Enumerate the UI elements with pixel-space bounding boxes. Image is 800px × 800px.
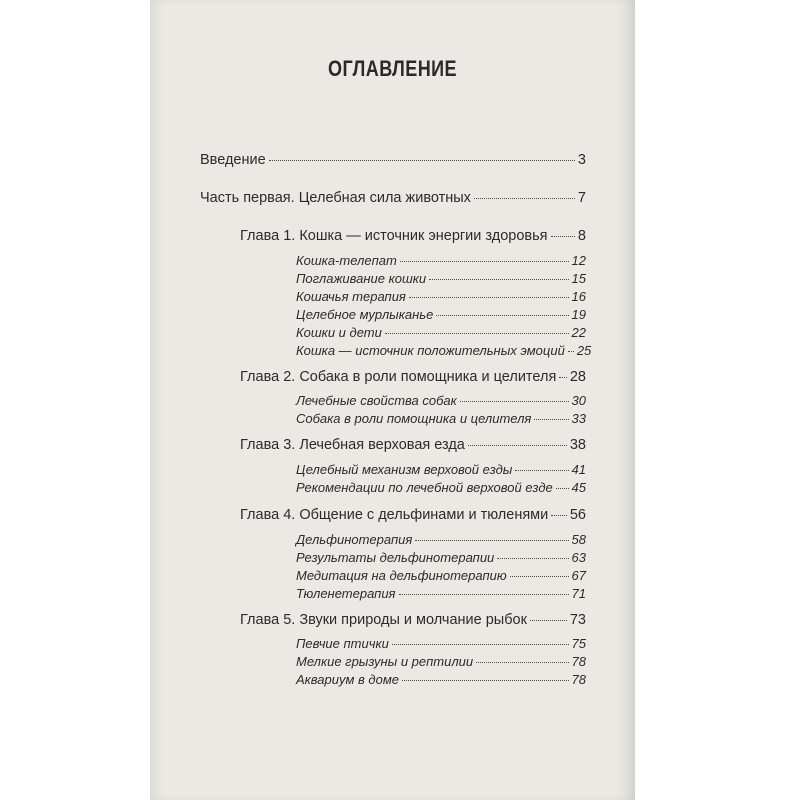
dot-leader [568, 351, 574, 352]
toc-label: Аквариум в доме [296, 672, 399, 687]
toc-label: Кошка-телепат [296, 253, 397, 268]
toc-page-number: 41 [571, 462, 586, 477]
toc-label: Рекомендации по лечебной верховой езде [296, 480, 553, 495]
toc-label: Кошки и дети [296, 325, 382, 340]
dot-leader [402, 680, 569, 681]
toc-label: Кошка — источник положительных эмоций [296, 343, 565, 358]
toc-page-number: 22 [571, 325, 586, 340]
toc-page-number: 71 [571, 586, 586, 601]
toc-entry-chapter-1 [240, 228, 586, 248]
toc-entry-section [296, 480, 586, 500]
toc-page-number: 30 [571, 393, 586, 408]
toc-page-number: 38 [569, 437, 586, 453]
toc-label: Глава 4. Общение с дельфинами и тюленями [240, 507, 549, 523]
dot-leader [415, 540, 568, 541]
toc-label: Результаты дельфинотерапии [296, 550, 495, 565]
toc-entry-section [296, 393, 586, 413]
toc-entry-section [296, 636, 586, 656]
toc-label: Введение [200, 152, 266, 168]
toc-page-number: 19 [571, 307, 586, 322]
dot-leader [510, 576, 569, 577]
dot-leader [400, 261, 569, 262]
dot-leader [497, 558, 568, 559]
dot-leader [530, 620, 567, 621]
toc-label: Поглаживание кошки [296, 271, 427, 286]
toc-page-number: 63 [571, 550, 586, 565]
toc-entry-section [296, 550, 586, 570]
toc-entry-section [296, 289, 586, 309]
dot-leader [392, 644, 569, 645]
toc-label: Целебный механизм верховой езды [296, 462, 513, 477]
toc-page-number: 3 [577, 152, 586, 168]
toc-entry-section [296, 586, 586, 606]
toc-page-number: 8 [577, 228, 586, 244]
toc-page-number: 15 [571, 271, 586, 286]
toc-page-number: 75 [571, 636, 586, 651]
toc-entry-section [296, 532, 586, 552]
toc-entry-chapter-4 [240, 507, 586, 527]
toc-label: Тюленетерапия [296, 586, 396, 601]
toc-label: Кошачья терапия [296, 289, 406, 304]
toc-label: Дельфинотерапия [296, 532, 413, 547]
toc-page-number: 45 [571, 480, 586, 495]
toc-label: Собака в роли помощника и целителя [296, 411, 532, 426]
toc-entry-section [296, 325, 586, 345]
dot-leader [534, 419, 568, 420]
toc-page-number: 7 [577, 190, 586, 206]
dot-leader [436, 315, 568, 316]
toc-entry-section [296, 672, 586, 692]
toc-page-number: 33 [571, 411, 586, 426]
toc-entry-section [296, 654, 586, 674]
toc-label: Целебное мурлыканье [296, 307, 434, 322]
toc-entry-chapter-5 [240, 612, 586, 632]
dot-leader [468, 445, 567, 446]
dot-leader [409, 297, 569, 298]
toc-label: Певчие птички [296, 636, 389, 651]
toc-entry-section [296, 343, 592, 363]
dot-leader [556, 488, 569, 489]
toc-entry-section [296, 253, 586, 273]
dot-leader [476, 662, 568, 663]
dot-leader [551, 236, 575, 237]
toc-page-number: 73 [569, 612, 586, 628]
toc-page-number: 12 [571, 253, 586, 268]
toc-label: Глава 3. Лечебная верховая езда [240, 437, 465, 453]
dot-leader [429, 279, 568, 280]
toc-entry-chapter-3 [240, 437, 586, 457]
toc-page-number: 67 [571, 568, 586, 583]
dot-leader [474, 198, 575, 199]
dot-leader [515, 470, 568, 471]
toc-label: Лечебные свойства собак [296, 393, 457, 408]
toc-entry-section [296, 462, 586, 482]
toc-label: Медитация на дельфинотерапию [296, 568, 507, 583]
dot-leader [399, 594, 569, 595]
toc-entry-section [296, 411, 586, 431]
dot-leader [385, 333, 569, 334]
toc-label: Мелкие грызуны и рептилии [296, 654, 474, 669]
toc-label: Часть первая. Целебная сила животных [200, 190, 471, 206]
dot-leader [269, 160, 575, 161]
toc-page-number: 78 [571, 672, 586, 687]
dot-leader [559, 377, 567, 378]
dot-leader [460, 401, 569, 402]
toc-page-number: 28 [569, 369, 586, 385]
toc-page-number: 58 [571, 532, 586, 547]
page-title: ОГЛАВЛЕНИЕ [328, 56, 457, 81]
toc-entry-section [296, 307, 586, 327]
toc-entry-section [296, 271, 586, 291]
toc-entry-introduction [200, 152, 586, 172]
toc-page-number: 56 [569, 507, 586, 523]
toc-entry-part-one [200, 190, 586, 210]
toc-label: Глава 1. Кошка — источник энергии здоровья [240, 228, 548, 244]
toc-label: Глава 2. Собака в роли помощника и целителя [240, 369, 557, 385]
toc-label: Глава 5. Звуки природы и молчание рыбок [240, 612, 527, 628]
dot-leader [551, 515, 567, 516]
toc-entry-chapter-2 [240, 369, 586, 389]
toc-entry-section [296, 568, 586, 588]
toc-page-number: 78 [571, 654, 586, 669]
toc-page-number: 16 [571, 289, 586, 304]
toc-page-number: 25 [576, 343, 592, 358]
